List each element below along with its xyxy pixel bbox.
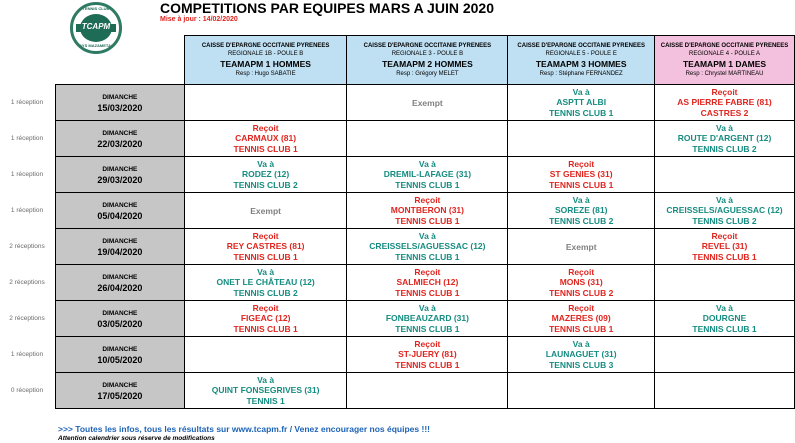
team-division: REGIONALE 5 - POULE E	[545, 50, 617, 57]
match-cell	[508, 265, 655, 301]
home-match-label: Reçoit	[711, 230, 738, 241]
match-date: 22/03/2020	[97, 138, 143, 149]
match-cell	[655, 265, 795, 301]
opponent-name: FONBEAUZARD (31)	[385, 313, 469, 324]
footer-note: Attention calendrier sous réserve de modifications	[58, 435, 215, 442]
logo-bottom-text: PAYS MAZAMETAIN	[77, 43, 115, 48]
match-row	[56, 193, 795, 229]
match-cell	[508, 337, 655, 373]
opponent-name: ROUTE D'ARGENT (12)	[677, 133, 772, 144]
club-team: TENNIS CLUB 2	[692, 143, 757, 154]
schedule-table	[55, 35, 795, 409]
away-match-label: Va à	[716, 122, 734, 133]
match-date: 26/04/2020	[97, 282, 143, 293]
team-resp: Resp : Stéphane FERNANDEZ	[539, 70, 623, 77]
match-date: 29/03/2020	[97, 174, 143, 185]
match-cell	[508, 373, 655, 409]
match-row	[56, 85, 795, 121]
opponent-name: CARMAUX (81)	[235, 133, 297, 144]
team-resp: Resp : Hugo SABATIE	[235, 70, 296, 77]
reception-count: 2 réceptions	[9, 315, 45, 322]
club-team: TENNIS CLUB 1	[549, 179, 614, 190]
team-header-1	[184, 36, 347, 85]
away-match-label: Va à	[716, 194, 734, 205]
match-cell	[184, 265, 347, 301]
match-cell	[655, 85, 795, 121]
team-name: TEAMAPM 3 HOMMES	[535, 58, 627, 69]
team-header-4	[655, 36, 795, 85]
club-team: TENNIS 1	[246, 395, 285, 406]
exempt-label: Exempt	[565, 241, 597, 252]
match-cell	[184, 157, 347, 193]
club-team: TENNIS CLUB 3	[549, 359, 614, 370]
away-match-label: Va à	[418, 158, 436, 169]
opponent-name: QUINT FONSEGRIVES (31)	[211, 385, 320, 396]
opponent-name: ONET LE CHÂTEAU (12)	[216, 277, 315, 288]
match-cell	[184, 193, 347, 229]
match-cell	[655, 301, 795, 337]
match-cell	[508, 193, 655, 229]
date-cell	[56, 121, 185, 157]
date-cell	[56, 265, 185, 301]
club-team: TENNIS CLUB 1	[233, 323, 298, 334]
date-cell	[56, 157, 185, 193]
away-match-label: Va à	[572, 338, 590, 349]
date-cell	[56, 85, 185, 121]
club-team: TENNIS CLUB 2	[233, 179, 298, 190]
reception-count: 2 réceptions	[9, 243, 45, 250]
match-cell	[347, 157, 508, 193]
reception-count: 1 réception	[10, 99, 44, 106]
match-row	[56, 121, 795, 157]
home-match-label: Reçoit	[568, 302, 595, 313]
team-header-3	[508, 36, 655, 85]
match-cell	[347, 121, 508, 157]
club-team: TENNIS CLUB 2	[549, 215, 614, 226]
match-cell	[508, 85, 655, 121]
team-org: CAISSE D'EPARGNE OCCITANIE PYRENEES	[517, 42, 645, 49]
match-cell	[508, 301, 655, 337]
opponent-name: CREISSELS/AGUESSAC (12)	[666, 205, 783, 216]
club-team: TENNIS CLUB 1	[395, 359, 460, 370]
match-row	[56, 373, 795, 409]
match-cell	[508, 157, 655, 193]
footer-info: >>> Toutes les infos, tous les résultats sur www.tcapm.fr / Venez encourager nos équipes !!!	[58, 424, 430, 434]
home-match-label: Reçoit	[414, 266, 441, 277]
opponent-name: RODEZ (12)	[242, 169, 290, 180]
match-cell	[508, 121, 655, 157]
opponent-name: ST-JUERY (81)	[398, 349, 457, 360]
away-match-label: Va à	[572, 194, 590, 205]
date-cell	[56, 193, 185, 229]
match-cell	[184, 301, 347, 337]
club-team: TENNIS CLUB 1	[395, 323, 460, 334]
away-match-label: Va à	[418, 230, 436, 241]
update-date: Mise à jour : 14/02/2020	[160, 16, 238, 23]
match-cell	[184, 229, 347, 265]
team-org: CAISSE D'EPARGNE OCCITANIE PYRENEES	[660, 42, 789, 49]
team-division: REGIONALE 4 - POULE A	[689, 50, 761, 57]
match-row	[56, 301, 795, 337]
reception-count: 2 réceptions	[9, 279, 45, 286]
schedule-body	[56, 36, 795, 409]
logo-main-text: TCAPM	[81, 22, 111, 31]
opponent-name: REVEL (31)	[701, 241, 748, 252]
opponent-name: MONTBERON (31)	[390, 205, 464, 216]
club-team: TENNIS CLUB 1	[233, 143, 298, 154]
club-team: TENNIS CLUB 1	[692, 323, 757, 334]
match-row	[56, 265, 795, 301]
match-cell	[347, 265, 508, 301]
match-date: 10/05/2020	[97, 354, 143, 365]
match-cell	[184, 121, 347, 157]
match-cell	[184, 373, 347, 409]
match-cell	[655, 193, 795, 229]
match-row	[56, 229, 795, 265]
away-match-label: Va à	[572, 86, 590, 97]
day-label: DIMANCHE	[102, 309, 138, 317]
team-resp: Resp : Chrystel MARTINEAU	[685, 70, 764, 77]
match-cell	[347, 337, 508, 373]
home-match-label: Reçoit	[711, 86, 738, 97]
day-label: DIMANCHE	[102, 345, 138, 353]
opponent-name: ST GENIES (31)	[549, 169, 613, 180]
date-cell	[56, 337, 185, 373]
club-team: TENNIS CLUB 1	[549, 323, 614, 334]
opponent-name: LAUNAGUET (31)	[545, 349, 617, 360]
team-division: REGIONALE 1B - POULE B	[227, 50, 304, 57]
match-cell	[655, 373, 795, 409]
reception-count: 1 réception	[10, 207, 44, 214]
club-team: TENNIS CLUB 1	[395, 215, 460, 226]
club-team: TENNIS CLUB 1	[395, 287, 460, 298]
opponent-name: MAZERES (09)	[551, 313, 611, 324]
match-cell	[347, 193, 508, 229]
match-cell	[508, 229, 655, 265]
club-team: TENNIS CLUB 2	[549, 287, 614, 298]
reception-count: 1 réception	[10, 171, 44, 178]
home-match-label: Reçoit	[252, 230, 279, 241]
date-cell	[56, 301, 185, 337]
club-team: TENNIS CLUB 1	[395, 251, 460, 262]
match-cell	[347, 373, 508, 409]
club-team: TENNIS CLUB 1	[233, 251, 298, 262]
match-date: 03/05/2020	[97, 318, 143, 329]
page-title: COMPETITIONS PAR EQUIPES MARS A JUIN 2020	[160, 0, 494, 16]
team-name: TEAMAPM 2 HOMMES	[382, 58, 473, 69]
match-cell	[655, 121, 795, 157]
date-cell	[56, 373, 185, 409]
match-cell	[655, 157, 795, 193]
exempt-label: Exempt	[250, 205, 281, 216]
home-match-label: Reçoit	[252, 302, 279, 313]
date-cell	[56, 229, 185, 265]
match-row	[56, 337, 795, 373]
match-cell	[184, 337, 347, 373]
match-date: 15/03/2020	[97, 102, 143, 113]
team-name: TEAMAPM 1 HOMMES	[220, 58, 311, 69]
match-cell	[655, 337, 795, 373]
home-match-label: Reçoit	[252, 122, 279, 133]
opponent-name: DOURGNE	[702, 313, 747, 324]
team-resp: Resp : Grégory MELET	[396, 70, 459, 77]
opponent-name: DREMIL-LAFAGE (31)	[383, 169, 472, 180]
match-cell	[184, 85, 347, 121]
match-date: 19/04/2020	[97, 246, 143, 257]
team-name: TEAMAPM 1 DAMES	[682, 58, 767, 69]
day-label: DIMANCHE	[102, 165, 138, 173]
home-match-label: Reçoit	[568, 158, 595, 169]
away-match-label: Va à	[716, 302, 734, 313]
team-header-2	[347, 36, 508, 85]
club-team: CASTRES 2	[700, 107, 749, 118]
opponent-name: CREISSELS/AGUESSAC (12)	[369, 241, 486, 252]
logo-top-text: TENNIS CLUB	[82, 6, 110, 11]
reception-count: 0 réception	[10, 387, 44, 394]
away-match-label: Va à	[257, 158, 275, 169]
day-label: DIMANCHE	[102, 273, 138, 281]
match-cell	[347, 85, 508, 121]
opponent-name: SALMIECH (12)	[396, 277, 459, 288]
reception-count: 1 réception	[10, 351, 44, 358]
home-match-label: Reçoit	[414, 194, 441, 205]
day-label: DIMANCHE	[102, 129, 138, 137]
opponent-name: SOREZE (81)	[554, 205, 608, 216]
match-date: 05/04/2020	[97, 210, 143, 221]
match-cell	[347, 229, 508, 265]
match-row	[56, 157, 795, 193]
club-team: TENNIS CLUB 1	[395, 179, 460, 190]
reception-count: 1 réception	[10, 135, 44, 142]
match-cell	[655, 229, 795, 265]
header-corner	[56, 36, 185, 85]
club-team: TENNIS CLUB 1	[692, 251, 757, 262]
opponent-name: REY CASTRES (81)	[226, 241, 305, 252]
opponent-name: MONS (31)	[559, 277, 603, 288]
day-label: DIMANCHE	[102, 201, 138, 209]
day-label: DIMANCHE	[102, 93, 138, 101]
home-match-label: Reçoit	[568, 266, 595, 277]
exempt-label: Exempt	[412, 97, 443, 108]
opponent-name: ASPTT ALBI	[556, 97, 607, 108]
away-match-label: Va à	[418, 302, 436, 313]
match-date: 17/05/2020	[97, 390, 143, 401]
club-team: TENNIS CLUB 2	[233, 287, 298, 298]
away-match-label: Va à	[257, 266, 275, 277]
club-team: TENNIS CLUB 1	[549, 107, 614, 118]
team-org: CAISSE D'EPARGNE OCCITANIE PYRENEES	[201, 42, 330, 49]
away-match-label: Va à	[257, 374, 275, 385]
day-label: DIMANCHE	[102, 381, 138, 389]
day-label: DIMANCHE	[102, 237, 138, 245]
match-cell	[347, 301, 508, 337]
home-match-label: Reçoit	[414, 338, 441, 349]
team-division: REGIONALE 3 - POULE B	[391, 50, 464, 57]
team-org: CAISSE D'EPARGNE OCCITANIE PYRENEES	[363, 42, 492, 49]
opponent-name: FIGEAC (12)	[240, 313, 291, 324]
club-team: TENNIS CLUB 2	[692, 215, 757, 226]
team-header-row	[56, 36, 795, 85]
opponent-name: AS PIERRE FABRE (81)	[677, 97, 772, 108]
